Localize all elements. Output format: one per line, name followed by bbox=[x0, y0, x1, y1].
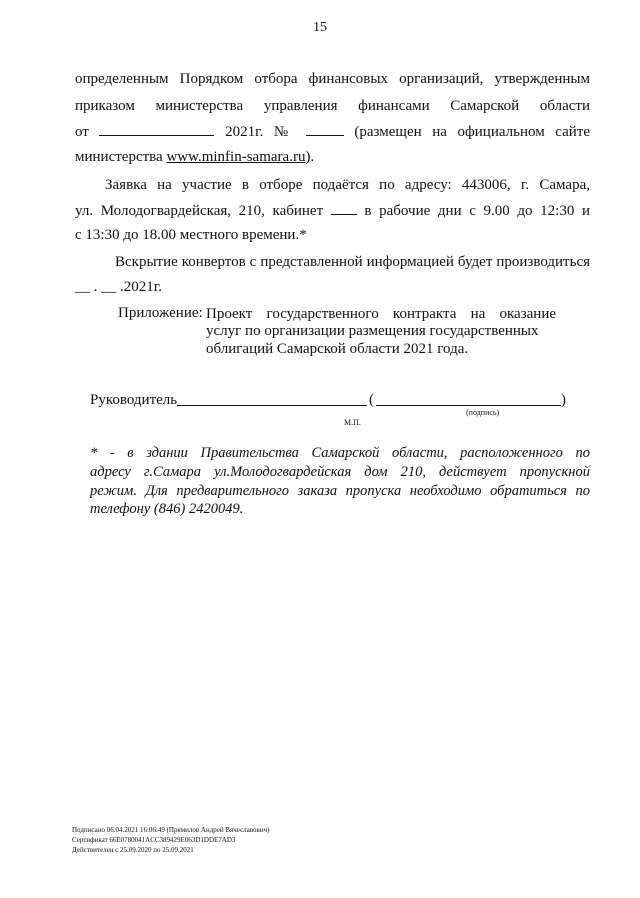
page-number: 15 bbox=[313, 20, 327, 35]
para1-line3 bbox=[75, 123, 590, 141]
footnote-line4: телефону (846) 2420049. bbox=[90, 501, 244, 517]
para1-line4 bbox=[75, 148, 590, 166]
esign-validity: Действителен с 25.09.2020 по 25.09.2021 bbox=[72, 846, 194, 854]
para1-published: (размещен на официальном сайте bbox=[354, 124, 591, 140]
para2-line1: Заявка на участие в отборе подаётся по адресу: 443006, г. Самара, bbox=[105, 177, 590, 193]
footnote-line1: * - в здании Правительства Самарской области, расположенного по bbox=[90, 445, 590, 461]
esign-signed: Подписано 06.04.2021 16:06:49 (Прямилов Андрей Вячеславович) bbox=[72, 826, 270, 834]
name-paren-open: ( bbox=[369, 392, 374, 408]
para2-line2 bbox=[75, 202, 590, 220]
para1-end: ). bbox=[305, 149, 315, 165]
date-blank bbox=[99, 123, 214, 136]
para2-line3: с 13:30 до 18.00 местного времени.* bbox=[75, 227, 307, 243]
appendix-line2: услуг по организации размещения государственных bbox=[206, 323, 539, 339]
para1-ministry: министерства bbox=[75, 149, 167, 165]
head-signature-label: Руководитель bbox=[90, 392, 178, 408]
para1-line2: приказом министерства управления финансами Самарской области bbox=[75, 98, 590, 114]
signature-line bbox=[177, 405, 367, 406]
para3-line1: Вскрытие конвертов с представленной информацией будет производиться bbox=[115, 254, 590, 270]
footnote-line3: режим. Для предварительного заказа пропуска необходимо обратиться по bbox=[90, 483, 590, 499]
para1-line1: определенным Порядком отбора финансовых организаций, утвержденным bbox=[75, 71, 590, 87]
para3-line2: __ . __ .2021г. bbox=[75, 279, 162, 295]
appendix-line1: Проект государственного контракта на оказание bbox=[206, 306, 556, 322]
para2-hours: в рабочие дни с 9.00 до 12:30 и bbox=[364, 203, 591, 219]
name-paren-close: ) bbox=[561, 392, 566, 408]
stamp-place-label: М.П. bbox=[344, 418, 361, 427]
number-blank bbox=[306, 123, 344, 136]
para1-from: от bbox=[75, 124, 89, 140]
appendix-label: Приложение: bbox=[118, 305, 203, 321]
minfin-link[interactable]: www.minfin-samara.ru bbox=[166, 149, 306, 165]
esign-certificate: Сертификат 66E0780041ACC389429E063D1DDE7AD3 bbox=[72, 836, 236, 844]
para1-year-number: 2021г. № bbox=[225, 124, 296, 140]
office-blank bbox=[331, 202, 357, 215]
signature-caption: (подпись) bbox=[466, 408, 500, 417]
footnote-line2: адресу г.Самара ул.Молодогвардейская дом 210, действует пропускной bbox=[90, 464, 590, 480]
para2-address: ул. Молодогвардейская, 210, кабинет bbox=[75, 203, 324, 219]
name-line bbox=[376, 405, 561, 406]
appendix-line3: облигаций Самарской области 2021 года. bbox=[206, 341, 469, 357]
